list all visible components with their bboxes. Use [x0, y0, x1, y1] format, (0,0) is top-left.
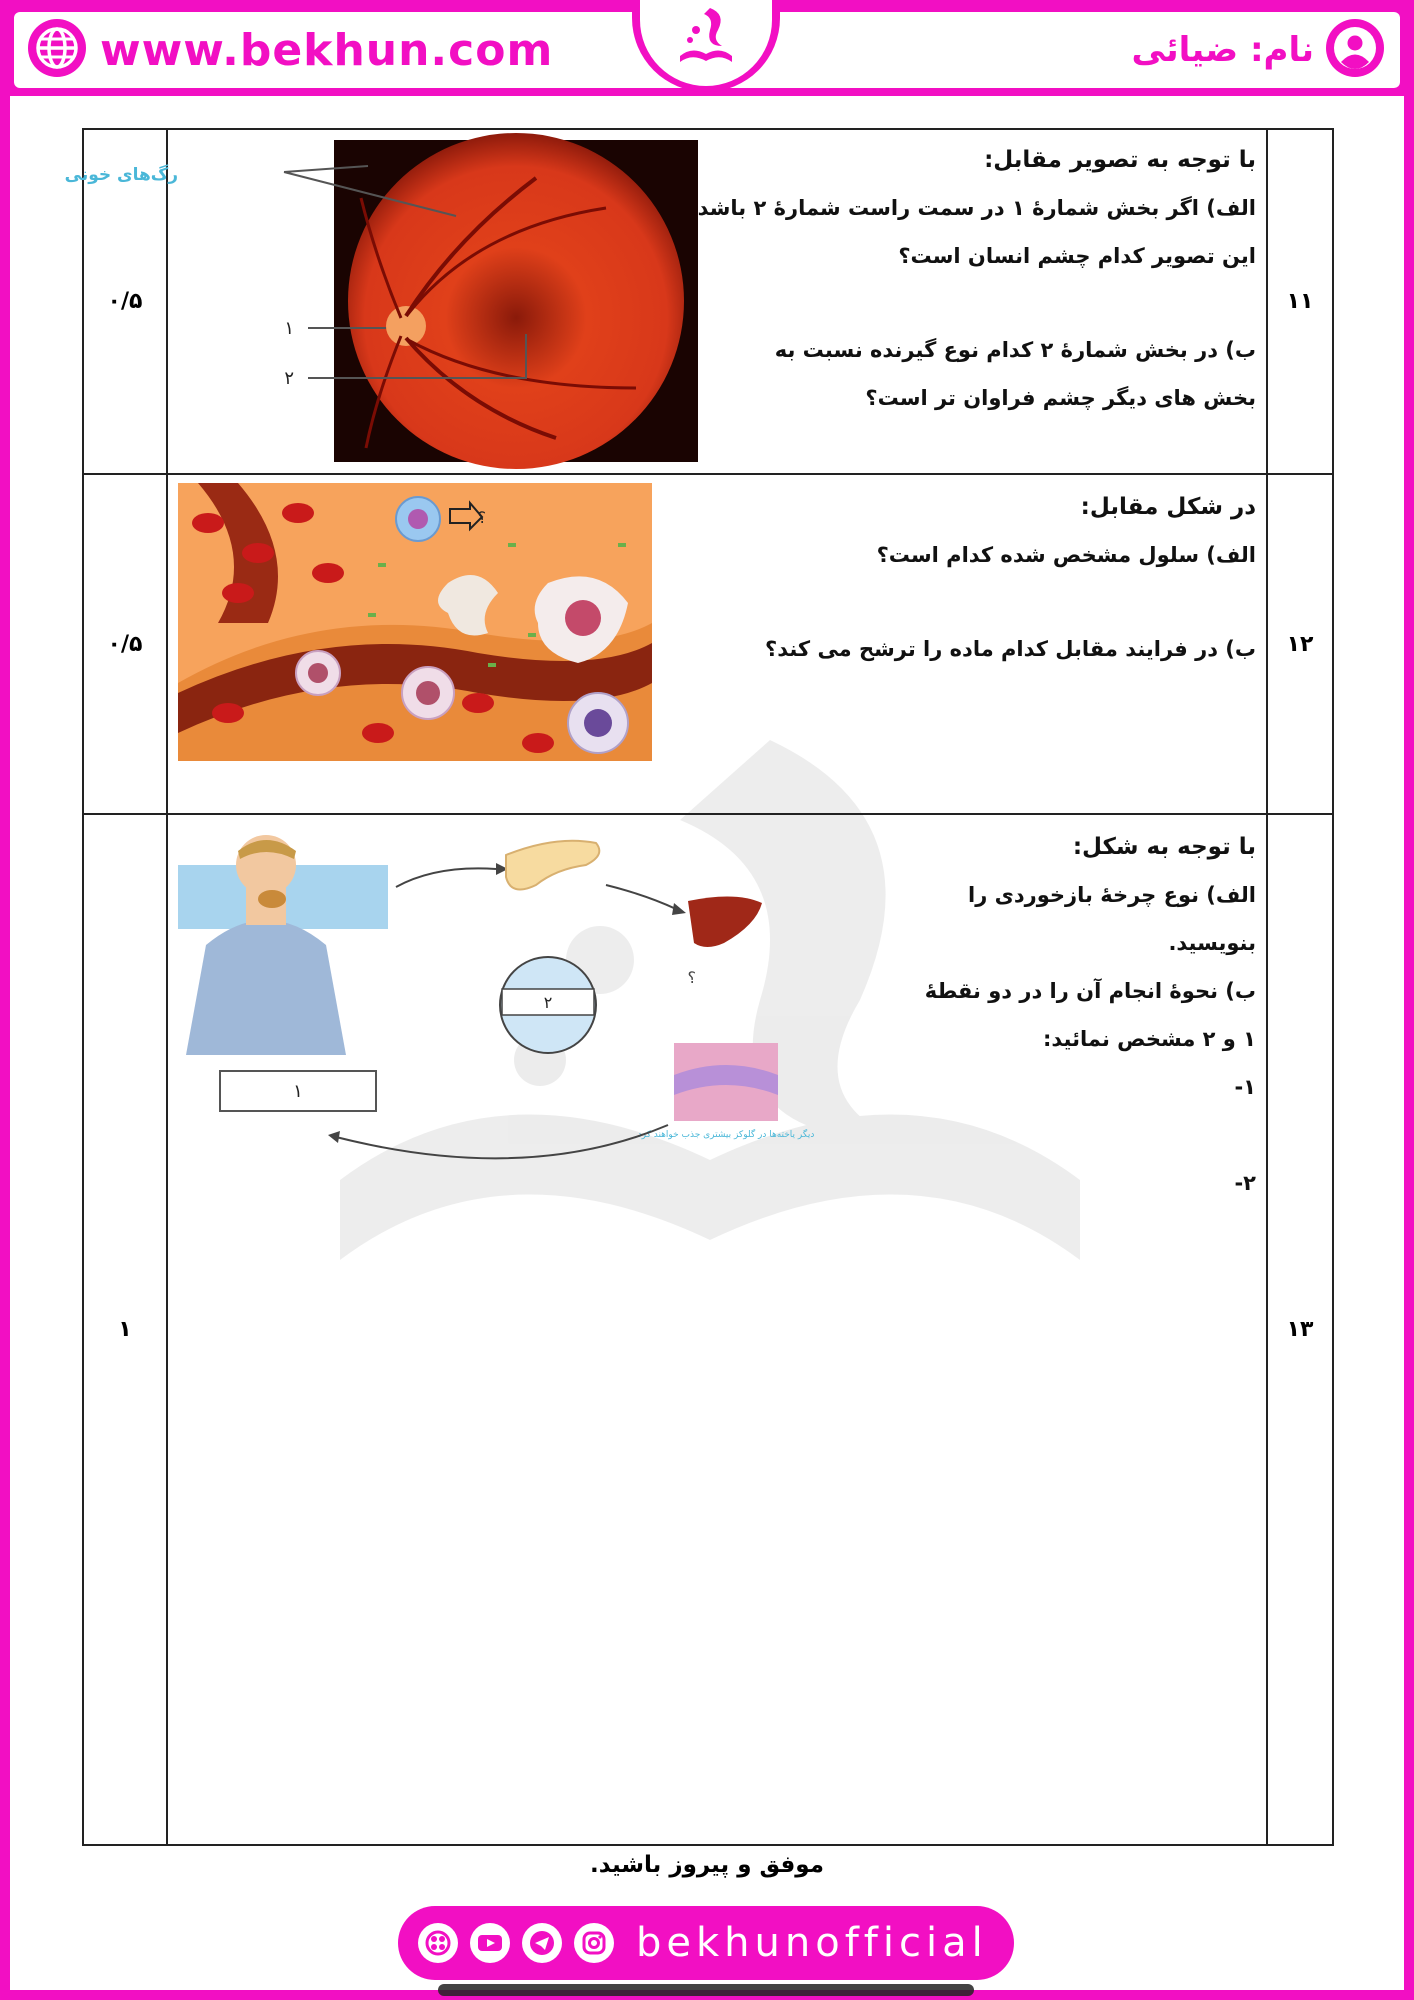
answer-line-1: ۱-	[1234, 1075, 1256, 1099]
immune-cells-figure	[178, 483, 652, 761]
question-line: بخش های دیگر چشم فراوان تر است؟	[865, 386, 1256, 410]
question-line: این تصویر کدام چشم انسان است؟	[898, 244, 1256, 268]
footer-shadow	[438, 1984, 974, 1996]
globe-icon	[28, 19, 86, 81]
question-number: ۱۱	[1267, 129, 1333, 474]
question-row-11	[83, 129, 1333, 474]
figure-label-arrow: ؟	[477, 508, 486, 527]
closing-message: موفق و پیروز باشید.	[590, 1852, 824, 1878]
figure-liver-label: ؟	[687, 968, 696, 987]
aparat-icon[interactable]	[418, 1923, 458, 1963]
question-line: بنویسید.	[1168, 931, 1256, 955]
question-body	[167, 474, 1267, 814]
question-text	[765, 483, 1256, 673]
student-name	[1131, 20, 1384, 80]
website-link[interactable]	[28, 20, 553, 80]
question-score: ۰/۵	[83, 474, 167, 814]
figure-label-vessels: رگ‌های خونی	[64, 165, 178, 185]
social-bar[interactable]	[398, 1906, 1014, 1980]
figure-tissue-caption: دیگر یاخته‌ها در گلوکز بیشتری جذب خواهند کرد	[637, 1130, 815, 1140]
question-line: ۱ و ۲ مشخص نمائید:	[1043, 1027, 1256, 1051]
question-line: ب) در فرایند مقابل کدام ماده را ترشح می کند؟	[765, 637, 1256, 661]
question-text	[925, 823, 1256, 1207]
answer-line-2: ۲-	[1234, 1171, 1256, 1195]
figure-box-2: ۲	[543, 993, 553, 1012]
question-number: ۱۳	[1267, 814, 1333, 1845]
question-row-12	[83, 474, 1333, 814]
social-handle: bekhunofficial	[636, 1920, 988, 1966]
youtube-icon[interactable]	[470, 1923, 510, 1963]
question-score: ۰/۵	[83, 129, 167, 474]
name-label: نام: ضیائی	[1131, 30, 1314, 70]
question-number: ۱۲	[1267, 474, 1333, 814]
instagram-icon[interactable]	[574, 1923, 614, 1963]
question-score: ۱	[83, 814, 167, 1845]
question-heading: با توجه به شکل:	[1072, 834, 1256, 860]
question-line: الف) نوع چرخۀ بازخوردی را	[968, 883, 1256, 907]
question-line: ب) نحوۀ انجام آن را در دو نقطۀ	[924, 979, 1256, 1003]
user-icon	[1326, 19, 1384, 81]
figure-box-1: ۱	[293, 1081, 303, 1102]
questions-table	[64, 128, 1334, 1846]
telegram-icon[interactable]	[522, 1923, 562, 1963]
question-heading: در شکل مقابل:	[1080, 494, 1256, 520]
question-line: الف) اگر بخش شمارۀ ۱ در سمت راست شمارۀ ۲ باشد	[697, 196, 1256, 220]
question-body	[167, 814, 1267, 1845]
question-heading: با توجه به تصویر مقابل:	[984, 147, 1256, 173]
question-line: ب) در بخش شمارۀ ۲ کدام نوع گیرنده نسبت به	[774, 338, 1256, 362]
figure-label-1: ۱	[284, 318, 294, 339]
website-text: www.bekhun.com	[100, 24, 554, 76]
figure-label-2: ۲	[284, 368, 294, 389]
question-line: الف) سلول مشخص شده کدام است؟	[876, 543, 1256, 567]
book-logo-icon	[666, 0, 746, 80]
question-text	[698, 136, 1256, 422]
feedback-cycle-figure	[176, 825, 936, 1185]
question-row-13	[83, 814, 1333, 1845]
